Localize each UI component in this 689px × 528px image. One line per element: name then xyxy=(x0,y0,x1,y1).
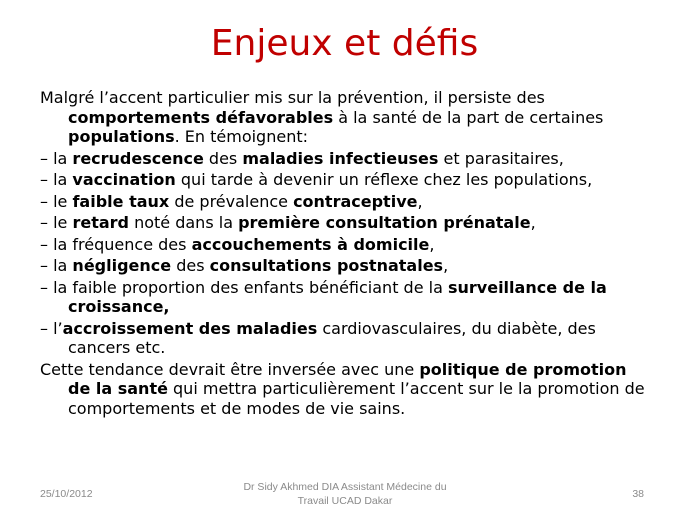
bullet-bold: consultations postnatales xyxy=(209,256,444,275)
bullet-text: – la faible proportion des enfants bénéficiant de la xyxy=(40,277,448,297)
bullet-bold: faible taux xyxy=(72,191,170,211)
footer-date: 25/10/2012 xyxy=(40,488,93,500)
footer-author xyxy=(220,480,470,520)
bullet-text: des xyxy=(171,256,210,275)
bullet-bold: maladies infectieuses xyxy=(242,148,439,168)
footer-author-line-1: Dr Sidy Akhmed DIA Assistant Médecine du xyxy=(243,481,447,493)
bullet-text: – l’ xyxy=(40,318,63,338)
bullet-bold: accouchements à domicile xyxy=(191,234,430,254)
bullet-item xyxy=(40,192,652,212)
bullet-text: de prévalence xyxy=(169,191,294,211)
bullet-text: – le xyxy=(40,191,73,211)
footer-page-number: 38 xyxy=(632,488,644,500)
bullet-bold: vaccination xyxy=(72,170,176,189)
bullet-text: , xyxy=(429,234,435,254)
bullet-item xyxy=(40,235,652,255)
bullet-text: qui tarde à devenir un réflexe chez les populations, xyxy=(175,170,593,189)
bullet-bold: contraceptive xyxy=(293,191,418,211)
bullet-bold: accroissement des maladies xyxy=(62,318,318,338)
bullet-text: – la xyxy=(40,148,73,168)
bullet-text: noté dans la xyxy=(129,213,239,232)
bullet-text: – la fréquence des xyxy=(40,234,192,254)
bullet-item xyxy=(40,319,652,358)
bullet-text: – le xyxy=(40,213,73,232)
bullet-text: des xyxy=(203,148,243,168)
bullet-bold: retard xyxy=(72,213,129,232)
bullet-item xyxy=(40,170,652,190)
closing-text-1: Cette tendance devrait être inversée avec une xyxy=(40,359,420,379)
bullet-item xyxy=(40,213,652,233)
bullet-bold: surveillance de la croissance, xyxy=(68,277,607,316)
bullet-text: , xyxy=(417,191,423,211)
closing-bold-1: politique de promotion de la santé xyxy=(68,359,627,398)
bullet-text: et parasitaires, xyxy=(438,148,564,168)
bullet-item xyxy=(40,256,652,276)
bullet-text: – la xyxy=(40,256,73,275)
intro-bold-1: comportements défavorables xyxy=(68,107,334,127)
intro-bold-2: populations xyxy=(68,127,175,146)
footer-author-line-2: Travail UCAD Dakar xyxy=(297,495,393,507)
intro-text-2: à la santé de la part de certaines xyxy=(333,107,604,127)
bullet-text: cardiovasculaires, du diabète, des cancers etc. xyxy=(68,318,596,357)
bullet-text: – la xyxy=(40,170,73,189)
bullet-bold: recrudescence xyxy=(72,148,204,168)
intro-text-1: Malgré l’accent particulier mis sur la prévention, il persiste des xyxy=(40,88,545,107)
slide-title: Enjeux et défis xyxy=(210,23,479,64)
bullet-text: , xyxy=(530,213,536,232)
bullet-bold: première consultation prénatale xyxy=(238,213,531,232)
bullet-item xyxy=(40,149,652,169)
slide-body xyxy=(40,88,652,418)
bullet-item xyxy=(40,278,652,317)
bullet-bold: négligence xyxy=(72,256,172,275)
intro-text-3: . En témoignent: xyxy=(174,127,308,146)
intro-paragraph xyxy=(40,88,652,147)
bullet-text: , xyxy=(443,256,449,275)
closing-paragraph xyxy=(40,360,652,419)
closing-text-2: qui mettra particulièrement l’accent sur le la promotion de comportements et de modes de vie sains. xyxy=(68,379,645,418)
